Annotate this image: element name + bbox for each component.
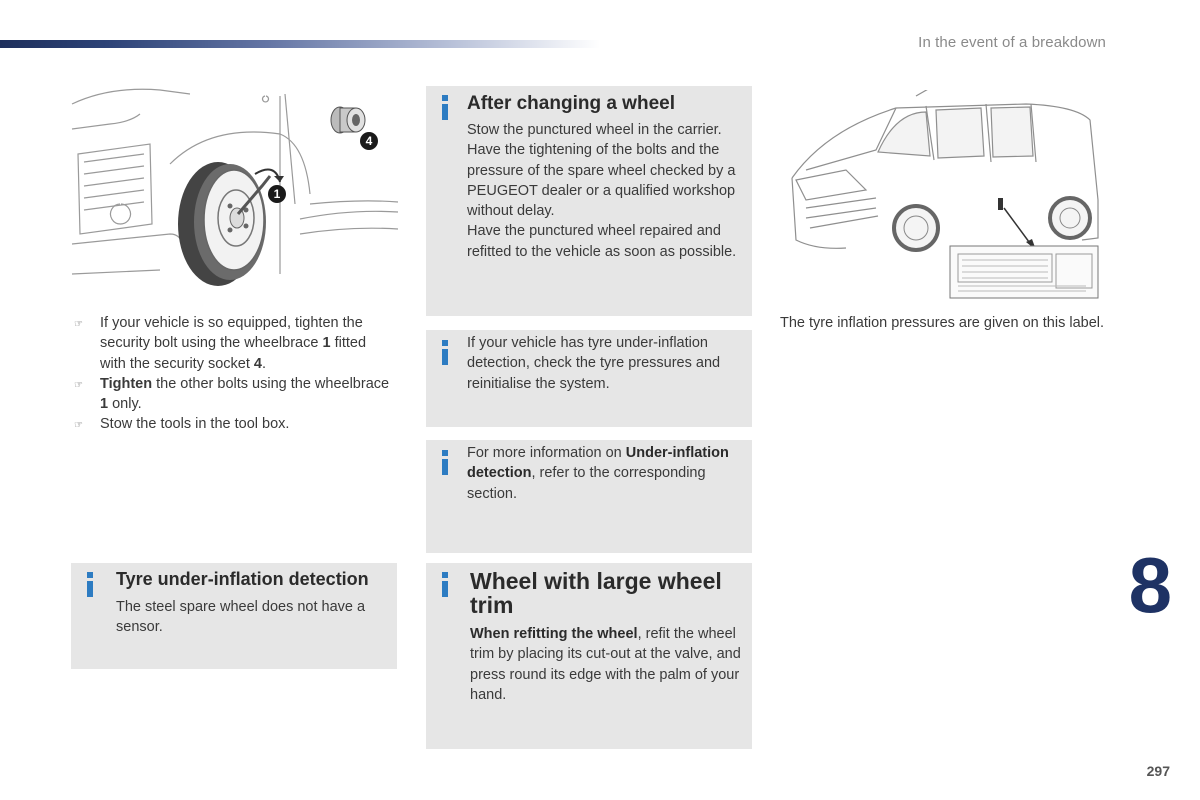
tyre-detection-note-panel: [426, 330, 752, 427]
section-title: In the event of a breakdown: [918, 34, 1106, 51]
info-icon: [442, 95, 448, 120]
callout-4-label: 4: [365, 134, 373, 148]
after-changing-wheel-panel: [426, 86, 752, 316]
pointing-hand-icon: ☞: [74, 319, 83, 330]
list-item-text: Stow the tools in the tool box.: [100, 416, 290, 433]
more-info-note-text: For more information on Under-inflation detection, refer to the corresponding section.: [467, 445, 729, 502]
after-changing-wheel-text: [467, 120, 745, 262]
list-item-text: If your vehicle is so equipped, tighten the security bolt using the wheelbrace 1 fitted with the security socket 4.: [100, 315, 367, 372]
tyre-detection-note-text: If your vehicle has tyre under-inflation detection, check the tyre pressures and reinitialise the system.: [467, 335, 721, 392]
tyre-underinflation-title: Tyre under-inflation detection: [116, 569, 369, 589]
header-gradient-bar: [0, 40, 600, 48]
info-icon: [442, 340, 448, 365]
large-wheel-trim-text: When refitting the wheel, refit the wheel trim by placing its cut-out at the valve, and press round its edge with the palm of your hand.: [470, 626, 741, 703]
callout-1-badge: [268, 185, 286, 203]
list-item: [74, 313, 394, 374]
more-info-note-panel: [426, 440, 752, 553]
info-icon: [442, 450, 448, 475]
list-item: [74, 374, 394, 415]
chapter-number: 8: [1128, 541, 1172, 629]
large-wheel-trim-panel: [426, 563, 752, 749]
list-item-text: Tighten the other bolts using the wheelbrace 1 only.: [100, 375, 390, 413]
tyre-underinflation-panel: [71, 563, 397, 669]
instruction-list: [74, 313, 394, 437]
list-item: [74, 414, 394, 436]
callout-1-label: 1: [273, 187, 281, 201]
van-tyre-label-illustration: [786, 90, 1106, 302]
callout-4-badge: [360, 132, 378, 150]
tyre-label-caption: The tyre inflation pressures are given on this label.: [780, 315, 1105, 331]
pointing-hand-icon: ☞: [74, 379, 83, 391]
spare-wheel-fitting-illustration: [70, 84, 400, 296]
info-icon: [442, 572, 448, 597]
large-wheel-trim-title: Wheel with large wheel trim: [470, 568, 722, 618]
page-number: 297: [1146, 763, 1170, 779]
info-icon: [87, 572, 93, 597]
paragraph: Have the punctured wheel repaired and refitted to the vehicle as soon as possible.: [467, 223, 737, 260]
tyre-underinflation-text: The steel spare wheel does not have a sensor.: [116, 599, 366, 636]
paragraph: Stow the punctured wheel in the carrier. Have the tightening of the bolts and the pressure of the spare wheel checked by a PEUGEOT dealer or a qualified workshop without delay.: [467, 122, 736, 220]
pointing-hand-icon: ☞: [74, 420, 83, 432]
after-changing-wheel-title: After changing a wheel: [467, 93, 675, 114]
